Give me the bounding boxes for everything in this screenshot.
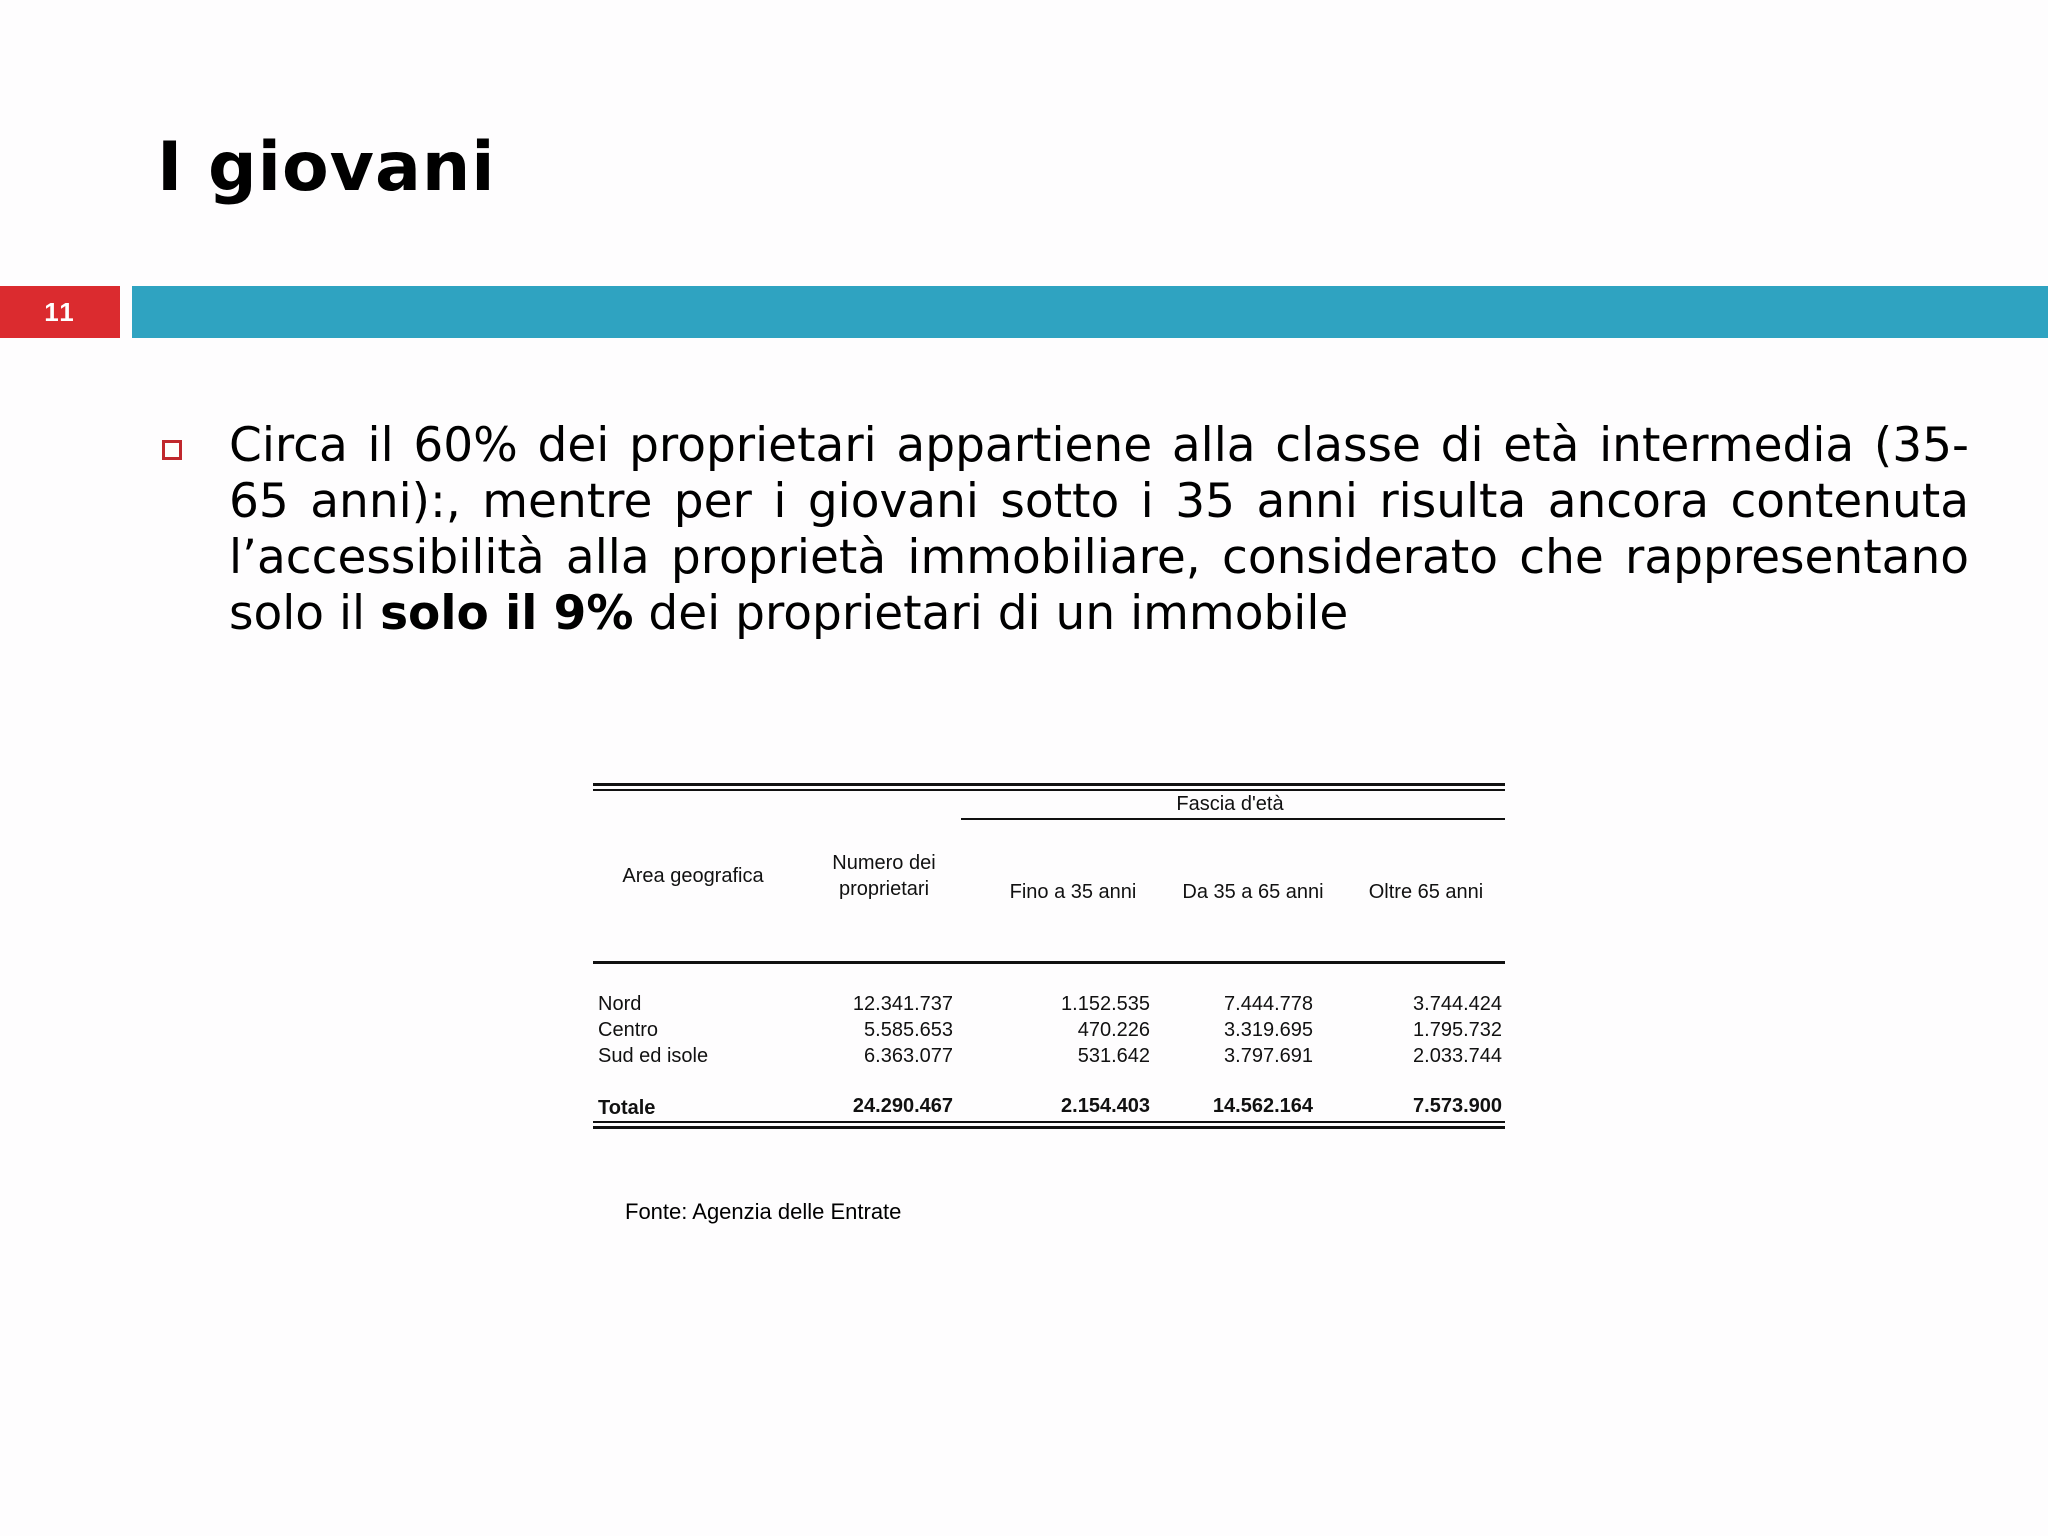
table-bottom-rule-2 [593,1126,1505,1129]
table-row-area: Nord [598,993,642,1015]
table-bottom-rule [593,1121,1505,1123]
table-row-area: Sud ed isole [598,1045,709,1067]
table-row-owners: 12.341.737 [852,993,953,1015]
slide-title: I giovani [157,128,496,207]
square-bullet-icon [162,440,182,460]
source-caption: Fonte: Agenzia delle Entrate [625,1199,902,1224]
table-row-owners: 5.585.653 [864,1019,953,1041]
table-row-age1: 1.152.535 [1061,993,1150,1015]
table-row-age1: 470.226 [1077,1019,1150,1041]
header-area: Area geografica [622,865,764,887]
table-row-age2: 3.797.691 [1224,1045,1313,1067]
fascia-eta-rule [961,818,1505,820]
slide-number: 11 [0,286,120,338]
table-row-age2: 3.319.695 [1224,1019,1313,1041]
total-row-age1: 2.154.403 [1061,1095,1150,1117]
table-row-age1: 531.642 [1077,1045,1150,1067]
table-top-rule [593,783,1505,786]
bullet-paragraph [229,418,1969,642]
header-owners-line2: proprietari [838,878,930,900]
table-row-age3: 2.033.744 [1413,1045,1502,1067]
bullet-text-bold: solo il 9% [380,586,634,641]
bullet-text-start: Circa il 60% dei proprietari appartiene alla classe di età intermedia (35-65 anni):, mentre per i giovani sotto i 35 anni risulta ancora contenuta l’accessibilità alla proprietà immobiliare, considerato che rappresentano solo il [229,418,1969,641]
header-fascia-eta: Fascia d'età [1176,793,1284,815]
table-row-age3: 1.795.732 [1413,1019,1502,1041]
table-row-owners: 6.363.077 [864,1045,953,1067]
header-age-35-65: Da 35 a 65 anni [1182,881,1324,903]
owners-table [593,783,1505,1129]
bullet-text-end: dei proprietari di un immobile [633,586,1349,641]
total-row-age2: 14.562.164 [1212,1095,1313,1117]
header-age-up-to-35: Fino a 35 anni [1009,881,1137,903]
total-row-owners: 24.290.467 [852,1095,953,1117]
table-row-area: Centro [598,1019,659,1041]
total-row-age3: 7.573.900 [1413,1095,1502,1117]
header-owners-line1: Numero dei [832,852,936,874]
accent-bar [132,286,2048,338]
table-row-age3: 3.744.424 [1413,993,1502,1015]
table-row-age2: 7.444.778 [1224,993,1313,1015]
header-bottom-rule [593,961,1505,964]
header-age-over-65: Oltre 65 anni [1368,881,1484,903]
total-row-area: Totale [598,1097,656,1119]
